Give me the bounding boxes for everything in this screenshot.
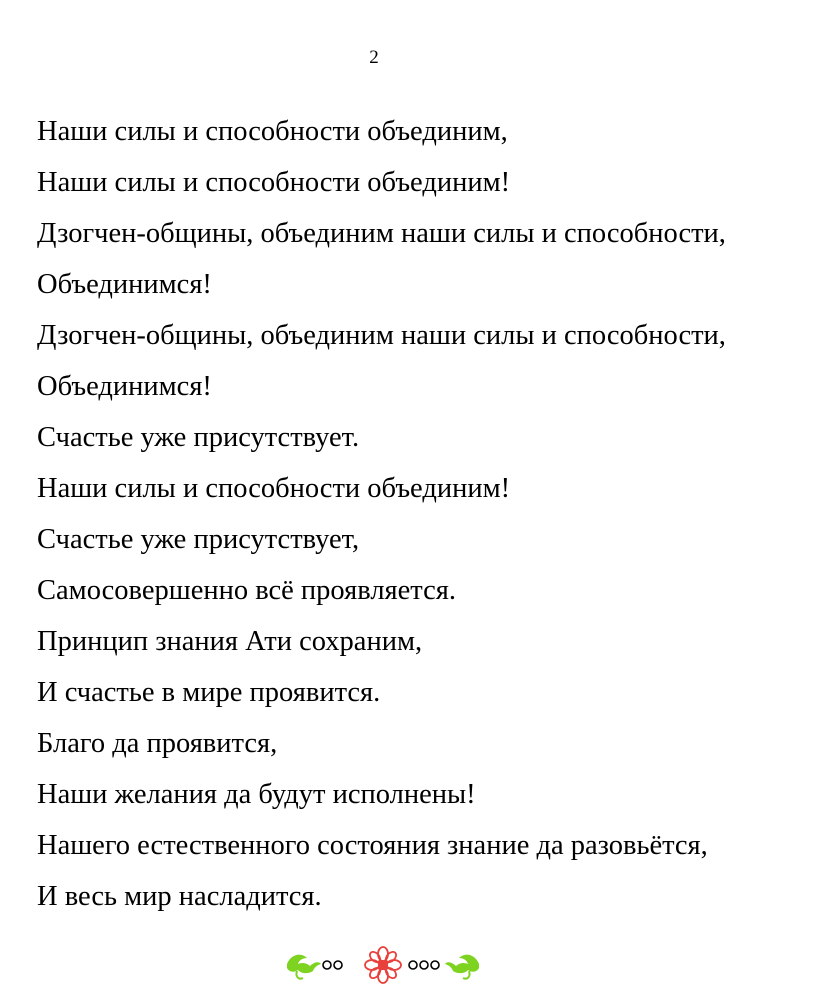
left-leaf-icon (287, 955, 321, 979)
verse-line: Наши силы и способности объединим! (37, 473, 511, 504)
right-circles-icon (409, 961, 439, 969)
verse-line: Дзогчен-общины, объединим наши силы и способности, (37, 320, 726, 351)
page-number: 2 (369, 47, 379, 68)
verse-line: Наши желания да будут исполнены! (37, 779, 476, 810)
verse-block (37, 106, 804, 922)
verse-line: Объединимся! (37, 371, 212, 402)
verse-line: Счастье уже присутствует, (37, 524, 360, 555)
flower-icon (365, 947, 401, 983)
left-circles-icon (323, 961, 342, 969)
verse-line: И весь мир насладится. (37, 881, 322, 912)
verse-line: Наши силы и способности объединим, (37, 116, 508, 147)
verse-line: Счастье уже присутствует. (37, 422, 360, 453)
verse-line: И счастье в мире проявится. (37, 677, 381, 708)
right-leaf-icon (445, 955, 479, 979)
verse-line: Благо да проявится, (37, 728, 278, 759)
verse-line: Нашего естественного состояния знание да разовьётся, (37, 830, 708, 861)
verse-line: Наши силы и способности объединим! (37, 167, 511, 198)
floral-divider-icon (283, 944, 483, 986)
verse-line: Дзогчен-общины, объединим наши силы и способности, (37, 218, 726, 249)
verse-line: Принцип знания Ати сохраним, (37, 626, 423, 657)
verse-line: Объединимся! (37, 269, 212, 300)
verse-line: Самосовершенно всё проявляется. (37, 575, 456, 606)
